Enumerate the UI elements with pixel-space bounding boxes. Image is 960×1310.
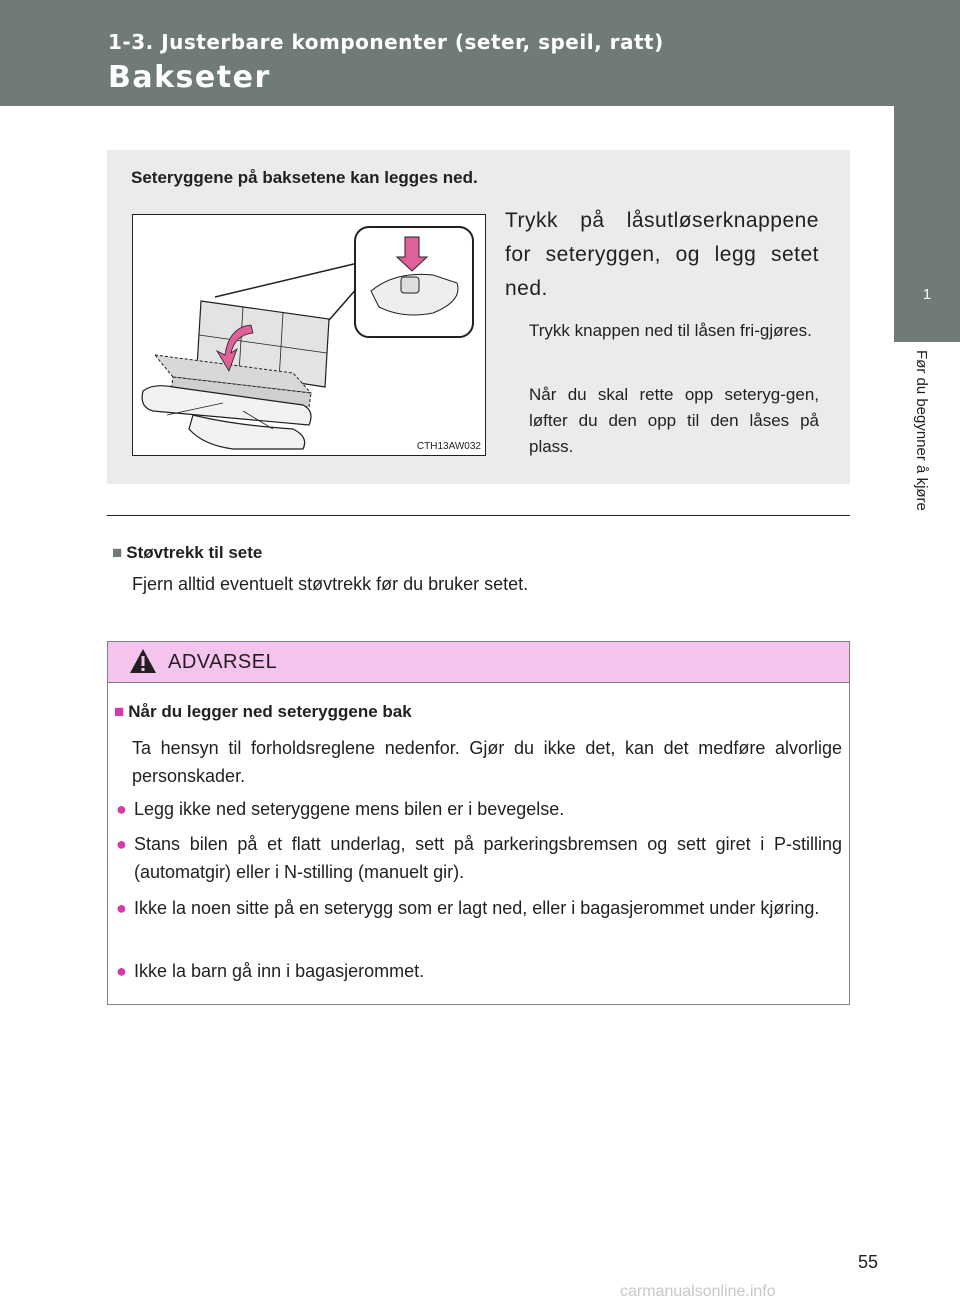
warning-subheading (114, 702, 412, 722)
warning-bullet (116, 830, 842, 886)
warning-bullet (116, 957, 842, 985)
info-box-title: Seteryggene på baksetene kan legges ned. (131, 168, 478, 187)
section-heading-text: Støvtrekk til sete (126, 543, 263, 562)
page-header (0, 0, 960, 106)
warning-bullet (116, 894, 842, 922)
square-bullet-icon: ■ (114, 702, 125, 721)
warning-bullet-text: Ikke la noen sitte på en seterygg som er lagt ned, eller i bagasjerommet under kjøring. (134, 898, 820, 918)
warning-triangle-icon (128, 647, 158, 675)
bullet-dot-icon: ● (116, 834, 127, 854)
warning-box (107, 641, 850, 1005)
square-bullet-icon: ■ (112, 543, 123, 562)
section-divider (107, 515, 850, 516)
section-title (112, 543, 262, 563)
instruction-note-2: Når du skal rette opp seteryg-gen, løfter du den opp til den låses på plass. (529, 385, 819, 456)
rear-seat-fold-illustration (133, 215, 485, 455)
page-number: 55 (858, 1252, 879, 1272)
bullet-dot-icon: ● (116, 898, 127, 918)
warning-header (108, 642, 849, 683)
section-body: Fjern alltid eventuelt støvtrekk før du bruker setet. (132, 574, 529, 594)
chapter-tab (894, 246, 960, 342)
info-box (107, 150, 850, 484)
chapter-number: 1 (922, 285, 932, 303)
warning-bullet-text: Legg ikke ned seteryggene mens bilen er i bevegelse. (134, 799, 565, 819)
watermark: carmanualsonline.info (620, 1283, 776, 1300)
warning-bullet (116, 795, 842, 823)
warning-subheading-text: Når du legger ned seteryggene bak (128, 702, 412, 721)
page-title: Bakseter (108, 60, 271, 95)
warning-bullet-text: Ikke la barn gå inn i bagasjerommet. (134, 961, 425, 981)
warning-intro: Ta hensyn til forholdsreglene nedenfor. Gjør du ikke det, kan det medføre alvorlige personskader. (132, 738, 842, 786)
warning-bullet-text: Stans bilen på et flatt underlag, sett på parkeringsbremsen og sett giret i P-stilling (automatgir) eller i N-stilling (manuelt gir). (134, 834, 842, 882)
seat-illustration (132, 214, 486, 456)
bullet-dot-icon: ● (116, 961, 127, 981)
warning-label: ADVARSEL (168, 651, 278, 673)
side-tab-bar (894, 106, 960, 246)
instruction-text: Trykk på låsutløserknappene for seteryggen, og legg setet ned. (505, 209, 819, 300)
bullet-dot-icon: ● (116, 799, 127, 819)
chapter-title: Før du begynner å kjøre (913, 350, 930, 511)
figure-code: CTH13AW032 (416, 441, 481, 452)
section-heading: 1-3. Justerbare komponenter (seter, speil, ratt) (108, 30, 664, 54)
instruction-note-1: Trykk knappen ned til låsen fri-gjøres. (529, 321, 812, 340)
